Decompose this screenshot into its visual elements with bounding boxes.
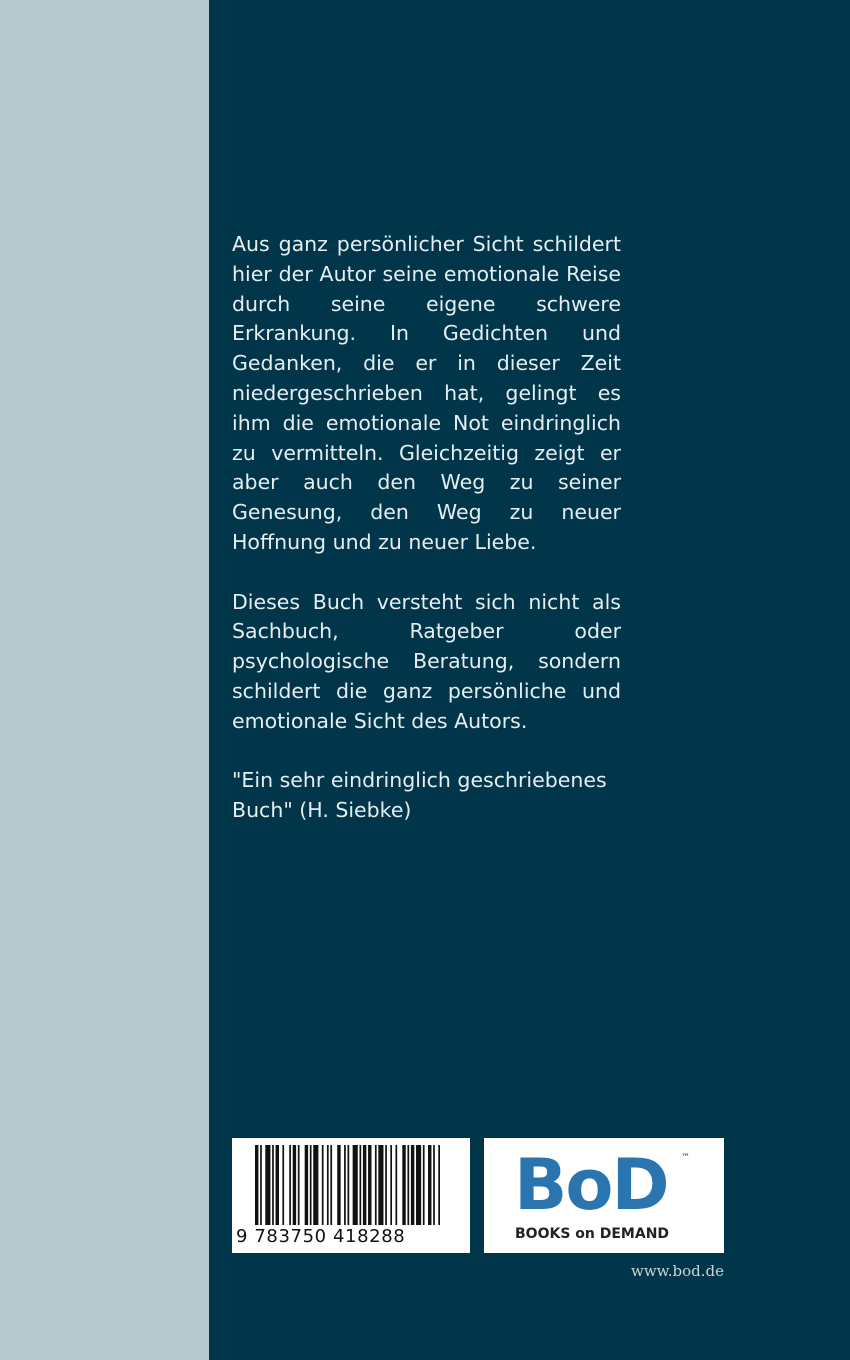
- blurb-paragraph-2: Dieses Buch versteht sich nicht als Sachbuch, Ratgeber oder psychologische Beratung, sondern schildert die ganz persönliche und emotionale Sicht des Autors.: [232, 589, 621, 733]
- barcode-bars-icon: [255, 1145, 440, 1225]
- publisher-subtitle: BOOKS on DEMAND: [515, 1226, 670, 1242]
- blurb-quote: "Ein sehr eindringlich geschriebenes Buch" (H. Siebke): [232, 768, 607, 823]
- blurb-paragraph-1: Aus ganz persönlicher Sicht schildert hier der Autor seine emotionale Reise durch seine eigene schwere Erkrankung. In Gedichten und Gedanken, die er in dieser Zeit niedergeschrieben hat, gelingt es ihm die emotionale Not eindringlich zu vermitteln. Gleichzeitig zeigt er aber auch den Weg zu seiner Genesung, den Weg zu neuer Hoffnung und zu neuer Liebe.: [232, 232, 621, 554]
- bod-logo-wordmark: BoD: [514, 1144, 668, 1226]
- publisher-website: www.bod.de: [631, 1262, 724, 1280]
- isbn-number: 9 783750 418288: [236, 1226, 406, 1247]
- spine-panel: [0, 0, 209, 1360]
- trademark-mark: ™: [681, 1153, 690, 1163]
- blurb-text: [232, 230, 621, 856]
- publisher-logo: [484, 1138, 724, 1253]
- isbn-barcode: [232, 1138, 470, 1253]
